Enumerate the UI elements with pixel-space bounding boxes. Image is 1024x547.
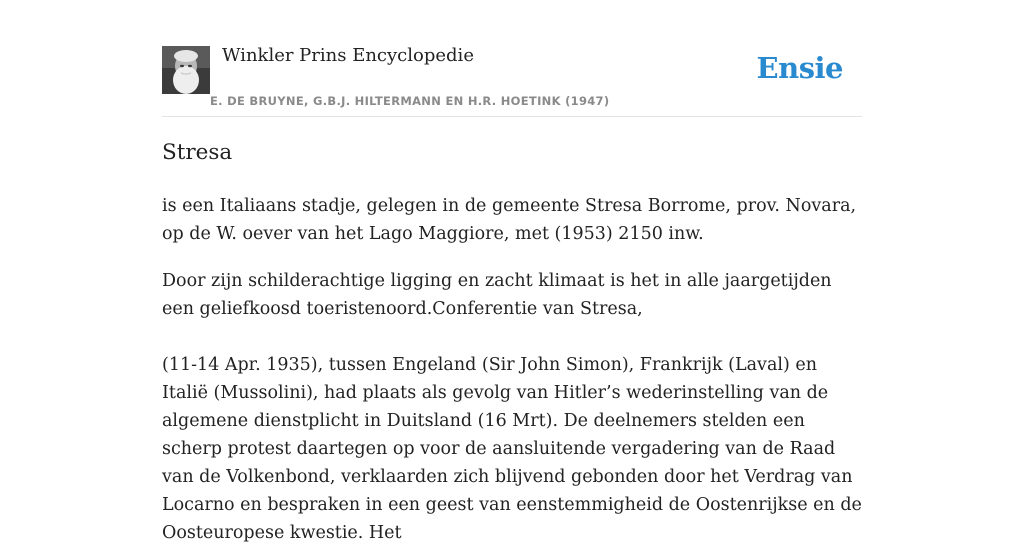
article-paragraph: is een Italiaans stadje, gelegen in de gemeente Stresa Borrome, prov. Novara, op de W. oever van het Lago Maggiore, met (1953) 2150 inw. — [162, 196, 857, 244]
source-header — [162, 0, 862, 117]
article-paragraph: Door zijn schilderachtige ligging en zacht klimaat is het in alle jaargetijden een geliefkoosd toeristenoord.Conferentie van Stresa, — [162, 271, 832, 319]
ensie-logo[interactable]: Ensie — [756, 51, 843, 85]
article-paragraph: (11-14 Apr. 1935), tussen Engeland (Sir John Simon), Frankrijk (Laval) en Italië (Mussolini), had plaats als gevolg van Hitler’s wederinstelling van de algemene dienstplicht in Duitsland (16 Mrt). De deelnemers stelden een scherp protest daartegen op voor de aansluitende vergadering van de Raad van de Volkenbond, verklaarden zich blijvend gebonden door het Verdrag van Locarno en bespraken in een geest van eenstemmigheid de Oostenrijkse en de Oosteuropese kwestie. Het — [162, 355, 862, 543]
portrait-image — [162, 46, 210, 94]
authors-line: E. DE BRUYNE, G.B.J. HILTERMANN EN H.R. HOETINK (1947) — [210, 94, 610, 108]
encyclopedia-title[interactable]: Winkler Prins Encyclopedie — [222, 45, 474, 66]
content-column — [162, 0, 862, 543]
article-title: Stresa — [162, 140, 233, 165]
author-avatar[interactable] — [162, 46, 210, 94]
